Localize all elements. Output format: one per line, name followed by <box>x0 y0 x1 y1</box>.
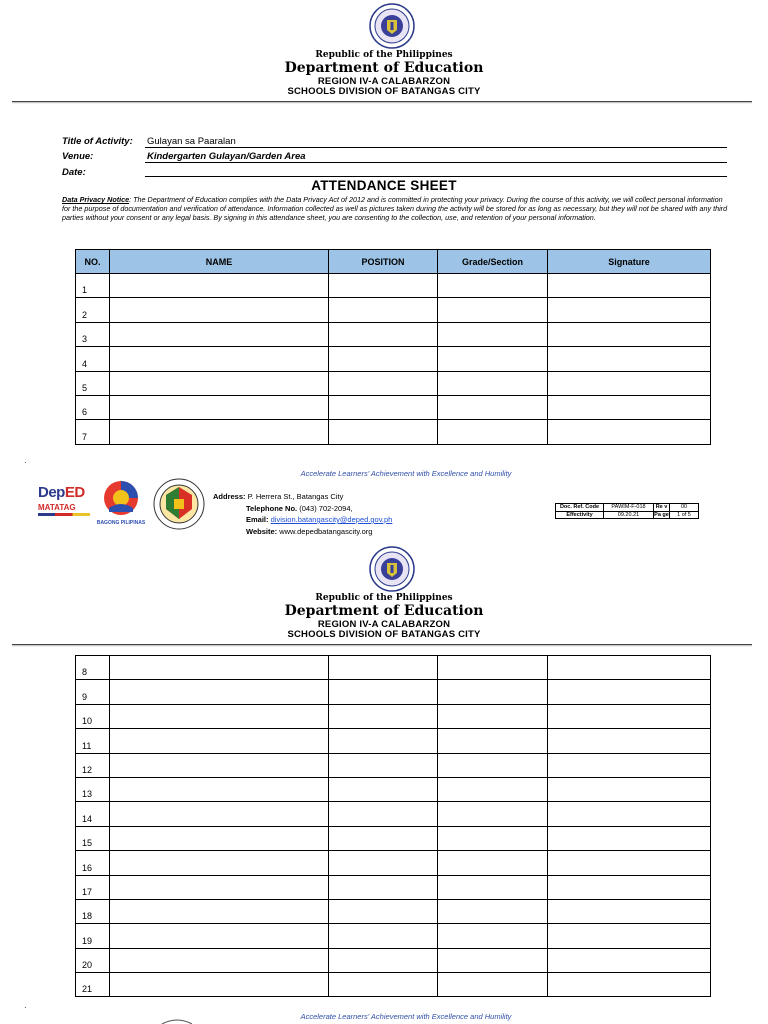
position-cell[interactable] <box>329 704 438 728</box>
signature-cell[interactable] <box>548 680 711 704</box>
table-row <box>76 395 711 419</box>
bagong-pilipinas-logo-icon <box>95 478 147 528</box>
signature-cell[interactable] <box>548 704 711 728</box>
website-value: www.depedbatangascity.org <box>279 526 373 536</box>
department-line-page2: Department of Education <box>284 603 484 619</box>
page-value: 1 of 5 <box>670 511 699 519</box>
motto-page2: Accelerate Learners' Achievement with Excellence and Humility <box>300 1012 512 1021</box>
signature-cell[interactable] <box>548 298 711 322</box>
row-number: 2 <box>76 298 110 322</box>
position-cell[interactable] <box>329 420 438 444</box>
signature-cell[interactable] <box>548 973 711 997</box>
signature-cell[interactable] <box>548 924 711 948</box>
col-grade-section-header: Grade/Section <box>438 250 548 274</box>
table-row <box>76 298 711 322</box>
phone-value: (043) 702-2094, <box>299 503 353 513</box>
table-row <box>76 420 711 444</box>
table-row <box>76 777 711 801</box>
grade-section-cell[interactable] <box>438 851 548 875</box>
effectivity-value: 09.20.21 <box>604 511 654 519</box>
row-number: 11 <box>76 729 110 753</box>
signature-cell[interactable] <box>548 729 711 753</box>
table-row <box>76 347 711 371</box>
email-link[interactable]: division.batangascity@deped.gov.ph <box>270 515 393 524</box>
signature-cell[interactable] <box>548 274 711 298</box>
rev-label: Re v <box>654 504 670 512</box>
privacy-heading: Data Privacy Notice <box>62 195 130 204</box>
signature-cell[interactable] <box>548 948 711 972</box>
row-number: 18 <box>76 899 110 923</box>
venue-value[interactable]: Kindergarten Gulayan/Garden Area <box>147 151 306 162</box>
table-row <box>76 948 711 972</box>
department-line: Department of Education <box>284 60 484 76</box>
row-number: 13 <box>76 777 110 801</box>
grade-section-cell[interactable] <box>438 802 548 826</box>
deped-seal-icon <box>369 546 415 592</box>
name-cell[interactable] <box>110 851 329 875</box>
row-number: 21 <box>76 973 110 997</box>
row-number: 17 <box>76 875 110 899</box>
row-number: 12 <box>76 753 110 777</box>
attendance-table-page2 <box>75 655 711 997</box>
table-row <box>76 875 711 899</box>
deped-logo-icon: DepED MATATAG <box>38 484 90 524</box>
deped-seal-icon <box>369 3 415 49</box>
motto-page1: Accelerate Learners' Achievement with Excellence and Humility <box>300 469 512 478</box>
effectivity-label: Effectivity <box>556 511 604 519</box>
row-number: 7 <box>76 420 110 444</box>
table-row <box>76 826 711 850</box>
signature-cell[interactable] <box>548 851 711 875</box>
row-number: 10 <box>76 704 110 728</box>
grade-section-cell[interactable] <box>438 347 548 371</box>
table-row <box>76 274 711 298</box>
row-number: 19 <box>76 924 110 948</box>
position-cell[interactable] <box>329 948 438 972</box>
signature-cell[interactable] <box>548 802 711 826</box>
website-label: Website: <box>246 526 278 536</box>
position-cell[interactable] <box>329 729 438 753</box>
row-number: 9 <box>76 680 110 704</box>
republic-line: Republic of the Philippines <box>315 50 453 60</box>
name-cell[interactable] <box>110 729 329 753</box>
table-row <box>76 656 711 680</box>
grade-section-cell[interactable] <box>438 777 548 801</box>
col-name-header: NAME <box>110 250 329 274</box>
row-number: 4 <box>76 347 110 371</box>
signature-cell[interactable] <box>548 875 711 899</box>
doc-ref-value: PAWIM-F-018 <box>604 504 654 512</box>
venue-label: Venue: <box>62 151 94 162</box>
grade-section-cell[interactable] <box>438 973 548 997</box>
row-number: 1 <box>76 274 110 298</box>
signature-cell[interactable] <box>548 777 711 801</box>
address-block <box>213 491 392 537</box>
col-signature-header: Signature <box>548 250 711 274</box>
grade-section-cell[interactable] <box>438 298 548 322</box>
position-cell[interactable] <box>329 395 438 419</box>
republic-line-page2: Republic of the Philippines <box>315 593 453 603</box>
date-label: Date: <box>62 167 86 178</box>
position-cell[interactable] <box>329 656 438 680</box>
name-cell[interactable] <box>110 656 329 680</box>
attendance-table-page1 <box>75 249 711 445</box>
rev-value: 00 <box>670 504 699 512</box>
doc-ref-label: Doc. Ref. Code <box>556 504 604 512</box>
privacy-text: : The Department of Education complies with the Data Privacy Act of 2012 and is committed in protecting your privacy. During the course of this activity, we will collect personal information for the purpose of documentation and verification of attendance. Information collected as well as pictures taken during the activity will be stored for as long as necessary, but they will not be shared with any third parties without your consent or any legal basis. By signing in this attendance sheet, you are consenting to the collection, use, and retention of your personal information. <box>62 195 728 222</box>
row-number: 15 <box>76 826 110 850</box>
table-row <box>76 704 711 728</box>
position-cell[interactable] <box>329 753 438 777</box>
region-line: REGION IV-A CALABARZON <box>317 76 451 87</box>
name-cell[interactable] <box>110 395 329 419</box>
position-cell[interactable] <box>329 924 438 948</box>
row-number: 20 <box>76 948 110 972</box>
svg-text:BAGONG PILIPINAS: BAGONG PILIPINAS <box>96 520 146 526</box>
table-row <box>76 802 711 826</box>
name-cell[interactable] <box>110 680 329 704</box>
name-cell[interactable] <box>110 753 329 777</box>
name-cell[interactable] <box>110 420 329 444</box>
name-cell[interactable] <box>110 322 329 346</box>
name-cell[interactable] <box>110 826 329 850</box>
signature-cell[interactable] <box>548 826 711 850</box>
position-cell[interactable] <box>329 899 438 923</box>
position-cell[interactable] <box>329 274 438 298</box>
page-label: Pa ge <box>654 511 669 518</box>
position-cell[interactable] <box>329 973 438 997</box>
signature-cell[interactable] <box>548 395 711 419</box>
table-row <box>76 851 711 875</box>
date-underline <box>145 176 727 177</box>
position-cell[interactable] <box>329 826 438 850</box>
grade-section-cell[interactable] <box>438 656 548 680</box>
grade-section-cell[interactable] <box>438 371 548 395</box>
position-cell[interactable] <box>329 322 438 346</box>
grade-section-cell[interactable] <box>438 704 548 728</box>
table-row <box>76 322 711 346</box>
table-row <box>76 753 711 777</box>
region-line-page2: REGION IV-A CALABARZON <box>317 619 451 630</box>
bullet-mark: · <box>24 458 27 467</box>
name-cell[interactable] <box>110 704 329 728</box>
table-row <box>76 899 711 923</box>
name-cell[interactable] <box>110 973 329 997</box>
name-cell[interactable] <box>110 802 329 826</box>
title-of-activity-value[interactable]: Gulayan sa Paaralan <box>147 136 236 147</box>
signature-cell[interactable] <box>548 656 711 680</box>
grade-section-cell[interactable] <box>438 420 548 444</box>
email-label: Email: <box>246 515 269 524</box>
matatag-text: MATATAG <box>38 503 76 512</box>
position-cell[interactable] <box>329 851 438 875</box>
signature-cell[interactable] <box>548 753 711 777</box>
name-cell[interactable] <box>110 777 329 801</box>
table-row <box>76 973 711 997</box>
row-number: 16 <box>76 851 110 875</box>
title-of-activity-label: Title of Activity: <box>62 136 133 147</box>
table-header-row <box>76 250 711 274</box>
grade-section-cell[interactable] <box>438 875 548 899</box>
phone-label: Telephone No. <box>246 503 298 513</box>
division-line: SCHOOLS DIVISION OF BATANGAS CITY <box>287 86 481 97</box>
grade-section-cell[interactable] <box>438 322 548 346</box>
grade-section-cell[interactable] <box>438 274 548 298</box>
position-cell[interactable] <box>329 680 438 704</box>
address-value: P. Herrera St., Batangas City <box>247 492 344 501</box>
name-cell[interactable] <box>110 298 329 322</box>
document-reference-table <box>555 503 699 519</box>
bullet-mark-page2: · <box>24 1003 27 1012</box>
grade-section-cell[interactable] <box>438 680 548 704</box>
row-number: 8 <box>76 656 110 680</box>
table-row <box>76 729 711 753</box>
grade-section-cell[interactable] <box>438 729 548 753</box>
grade-section-cell[interactable] <box>438 826 548 850</box>
signature-cell[interactable] <box>548 347 711 371</box>
privacy-notice <box>62 195 732 222</box>
grade-section-cell[interactable] <box>438 395 548 419</box>
deped-logo-partial-icon <box>160 1019 194 1024</box>
header-divider-page2 <box>12 644 752 645</box>
title-underline <box>145 147 727 148</box>
name-cell[interactable] <box>110 347 329 371</box>
address-label: Address: <box>213 492 246 501</box>
name-cell[interactable] <box>110 924 329 948</box>
grade-section-cell[interactable] <box>438 924 548 948</box>
position-cell[interactable] <box>329 298 438 322</box>
header-divider <box>12 101 752 102</box>
name-cell[interactable] <box>110 899 329 923</box>
table-row <box>76 680 711 704</box>
signature-cell[interactable] <box>548 371 711 395</box>
row-number: 5 <box>76 371 110 395</box>
table-row <box>76 924 711 948</box>
position-cell[interactable] <box>329 777 438 801</box>
batangas-city-seal-icon <box>152 477 206 531</box>
col-no-header: NO. <box>76 250 110 274</box>
signature-cell[interactable] <box>548 322 711 346</box>
name-cell[interactable] <box>110 948 329 972</box>
position-cell[interactable] <box>329 802 438 826</box>
division-line-page2: SCHOOLS DIVISION OF BATANGAS CITY <box>287 629 481 640</box>
position-cell[interactable] <box>329 875 438 899</box>
col-position-header: POSITION <box>329 250 438 274</box>
sheet-title: ATTENDANCE SHEET <box>311 178 457 193</box>
grade-section-cell[interactable] <box>438 948 548 972</box>
row-number: 3 <box>76 322 110 346</box>
row-number: 14 <box>76 802 110 826</box>
grade-section-cell[interactable] <box>438 899 548 923</box>
row-number: 6 <box>76 395 110 419</box>
name-cell[interactable] <box>110 371 329 395</box>
venue-underline <box>145 162 727 163</box>
signature-cell[interactable] <box>548 420 711 444</box>
table-row <box>76 371 711 395</box>
name-cell[interactable] <box>110 875 329 899</box>
position-cell[interactable] <box>329 371 438 395</box>
signature-cell[interactable] <box>548 899 711 923</box>
position-cell[interactable] <box>329 347 438 371</box>
grade-section-cell[interactable] <box>438 753 548 777</box>
name-cell[interactable] <box>110 274 329 298</box>
